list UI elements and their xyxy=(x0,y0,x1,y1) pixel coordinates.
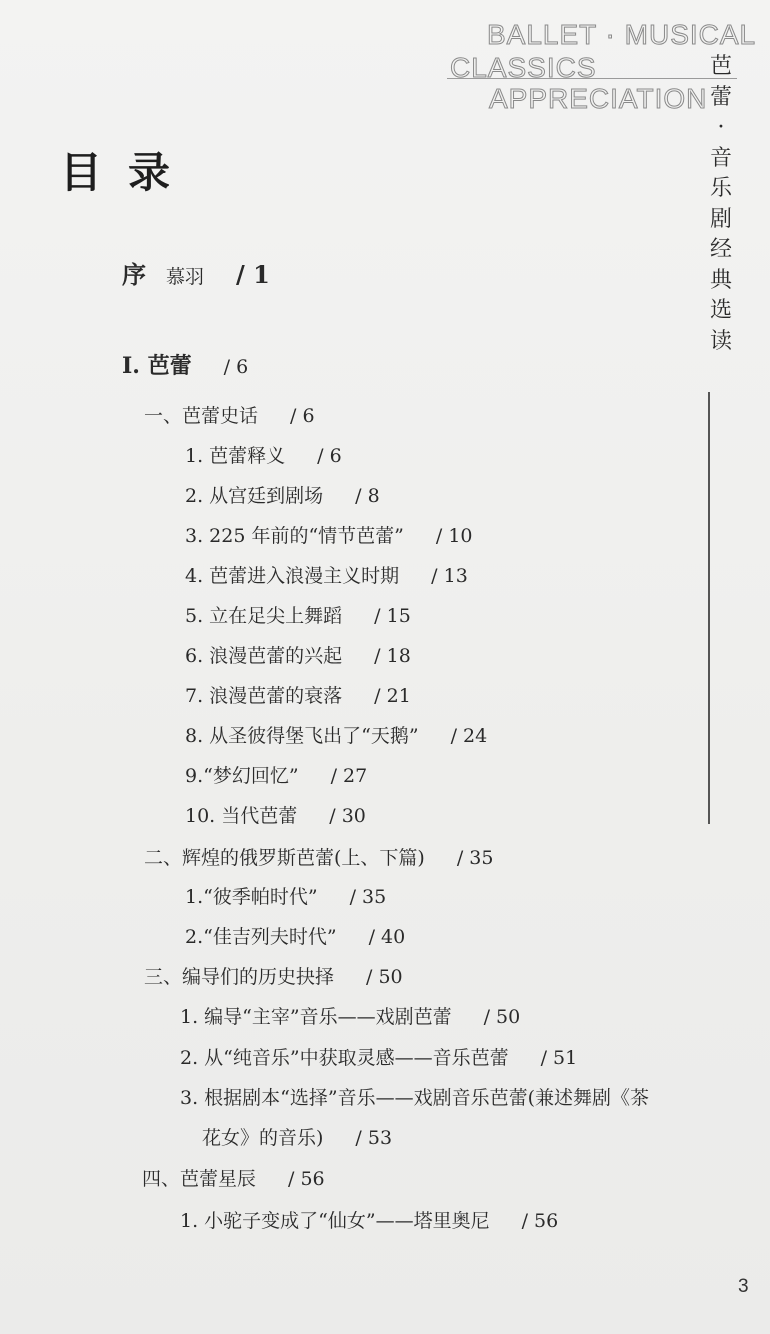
toc-entry-text: 2.“佳吉列夫时代” xyxy=(185,926,337,948)
toc-entry-page: / 10 xyxy=(435,525,473,547)
toc-entry-text: 1. 小驼子变成了“仙女”——塔里奥尼 xyxy=(180,1210,490,1232)
toc-entry xyxy=(185,924,405,950)
toc-entry xyxy=(185,884,386,910)
toc-entry-page: / 50 xyxy=(483,1006,521,1028)
toc-entry-text: 9.“梦幻回忆” xyxy=(185,765,299,787)
toc-entry-page: / 15 xyxy=(374,605,411,627)
toc-entry-page: / 6 xyxy=(223,356,249,378)
toc-entry-page: / 40 xyxy=(368,926,406,948)
toc-entry-page: / 30 xyxy=(329,805,366,827)
toc-entry-text: I. 芭蕾 xyxy=(122,353,192,379)
toc-entry xyxy=(185,803,366,829)
vertical-title-char: · xyxy=(717,115,725,140)
series-title-line1: BALLET · MUSICAL xyxy=(487,19,757,50)
toc-entry xyxy=(185,563,468,589)
vertical-title-char: 剧 xyxy=(709,206,732,232)
series-title-line3: APPRECIATION xyxy=(489,83,708,114)
toc-entry xyxy=(185,643,411,669)
vertical-title-char: 乐 xyxy=(709,176,732,201)
toc-entry-text: 1. 编导“主宰”音乐——戏剧芭蕾 xyxy=(180,1006,452,1028)
vertical-title-char: 芭 xyxy=(709,54,732,79)
toc-entry xyxy=(185,523,473,549)
toc-entry xyxy=(185,763,367,789)
toc-entry-page: / 35 xyxy=(349,886,387,908)
toc-entry-preface xyxy=(122,262,270,290)
page-number: 3 xyxy=(738,1276,749,1297)
toc-entry-page: / 6 xyxy=(290,405,315,427)
toc-entry-section xyxy=(144,403,315,429)
toc-entry-text: 2. 从“纯音乐”中获取灵感——音乐芭蕾 xyxy=(180,1047,509,1069)
toc-entry-page: / 56 xyxy=(521,1210,559,1232)
toc-entry-text: 8. 从圣彼得堡飞出了“天鹅” xyxy=(185,725,419,747)
toc-entry-section xyxy=(142,1166,325,1192)
vertical-title-char: 选 xyxy=(709,298,732,323)
toc-entry-text: 10. 当代芭蕾 xyxy=(185,805,298,827)
vertical-rule xyxy=(708,392,710,824)
toc-entry xyxy=(185,483,380,509)
toc-entry-text: 四、芭蕾星辰 xyxy=(142,1168,257,1190)
series-title-line2: CLASSICS xyxy=(450,52,597,83)
toc-entry xyxy=(180,1004,520,1030)
toc-entry-text: 6. 浪漫芭蕾的兴起 xyxy=(185,645,343,667)
toc-entry-page: / 50 xyxy=(366,966,403,988)
toc-entry xyxy=(185,723,487,749)
toc-entry-section xyxy=(144,845,493,871)
toc-entry xyxy=(180,1085,649,1111)
vertical-title-char: 读 xyxy=(709,328,732,354)
toc-entry-page: / 27 xyxy=(330,765,368,787)
toc-entry-text: 3. 225 年前的“情节芭蕾” xyxy=(185,525,404,547)
toc-entry-page: / 1 xyxy=(236,260,270,289)
toc-entry-text: 5. 立在足尖上舞蹈 xyxy=(185,605,343,627)
vertical-title-char: 经 xyxy=(709,237,732,262)
toc-entry-page: / 6 xyxy=(317,445,342,467)
toc-entry-continued xyxy=(202,1125,392,1151)
toc-entry-section xyxy=(144,964,403,990)
toc-entry-page: / 35 xyxy=(456,847,494,869)
toc-entry-text: 1.“彼季帕时代” xyxy=(185,886,318,908)
toc-entry-page: / 53 xyxy=(355,1127,393,1149)
vertical-title-char: 典 xyxy=(709,267,732,293)
toc-entry-text: 1. 芭蕾释义 xyxy=(185,445,286,467)
toc-entry-page: / 13 xyxy=(431,565,468,587)
toc-entry xyxy=(180,1208,558,1234)
toc-entry xyxy=(185,603,411,629)
toc-entry-text: 7. 浪漫芭蕾的衰落 xyxy=(185,685,343,707)
toc-entry-text: 三、编导们的历史抉择 xyxy=(144,966,335,988)
toc-entry-text: 2. 从宫廷到剧场 xyxy=(185,485,324,507)
vertical-title-char: 音 xyxy=(709,145,732,171)
toc-entry-page: / 24 xyxy=(450,725,488,747)
toc-entry xyxy=(180,1045,577,1071)
toc-entry-text: 二、辉煌的俄罗斯芭蕾(上、下篇) xyxy=(144,847,425,869)
toc-entry xyxy=(185,683,411,709)
toc-entry-page: / 56 xyxy=(288,1168,325,1190)
toc-entry-page: / 21 xyxy=(374,685,411,707)
toc-entry xyxy=(185,443,342,469)
toc-entry-text: 花女》的音乐) xyxy=(202,1127,324,1149)
toc-entry-text: 3. 根据剧本“选择”音乐——戏剧音乐芭蕾(兼述舞剧《茶 xyxy=(180,1087,650,1109)
toc-entry-page: / 8 xyxy=(355,485,380,507)
toc-entry-page: / 18 xyxy=(374,645,411,667)
toc-entry-text: 4. 芭蕾进入浪漫主义时期 xyxy=(185,565,400,587)
page-title: 目录 xyxy=(60,148,197,197)
vertical-book-title xyxy=(707,52,735,357)
toc-entry-text: 一、芭蕾史话 xyxy=(144,405,259,427)
toc-entry-page: / 51 xyxy=(540,1047,578,1069)
vertical-title-char: 蕾 xyxy=(709,84,732,110)
toc-entry-author: 慕羽 xyxy=(166,266,205,288)
toc-entry-text: 序 xyxy=(122,260,146,289)
toc-entry-part xyxy=(122,353,248,380)
